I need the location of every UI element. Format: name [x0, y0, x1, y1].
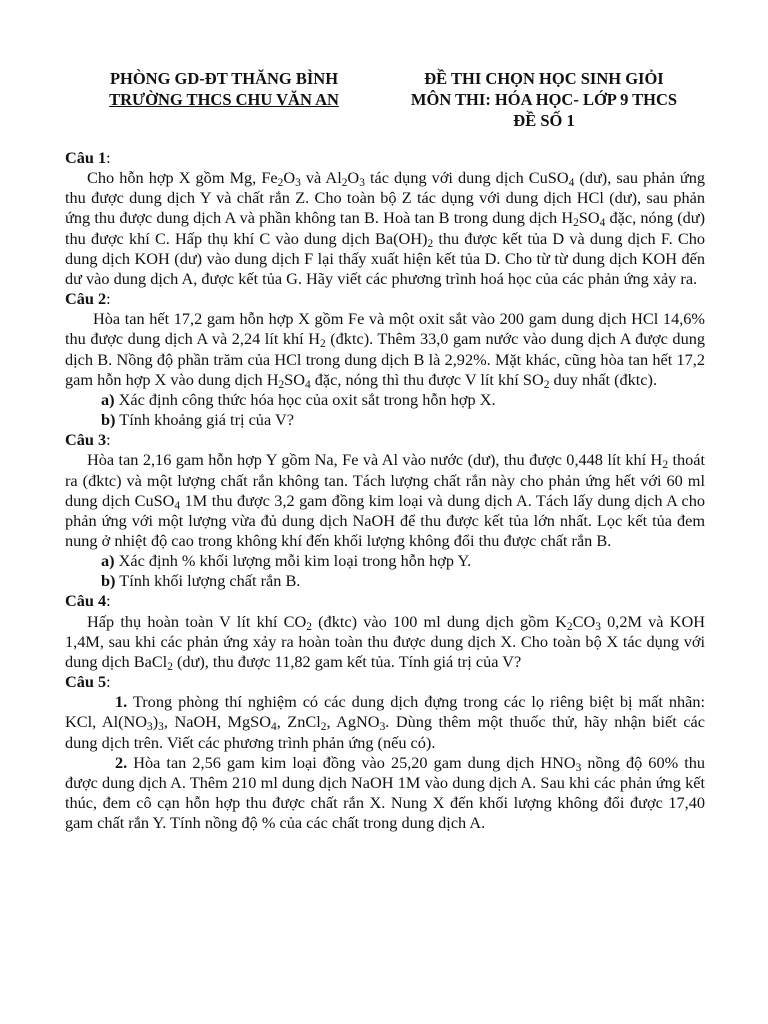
question-4-heading: Câu 4: — [65, 591, 111, 611]
question-2-heading: Câu 2: — [65, 289, 111, 309]
question-1-heading: Câu 1: — [65, 148, 111, 167]
exam-title: ĐỀ THI CHỌN HỌC SINH GIỎI — [424, 69, 664, 88]
question-5-part-2: 2. Hòa tan 2,56 gam kim loại đồng vào 25,20 gam dung dịch $HNO_3$ nồng độ 60% thu được dung dịch A. Thêm 210 ml dung dịch NaOH 1M vào dung dịch A. Sau khi các phản ứng kết thúc, đem cô cạn hỗn hợp thu được chất rắn X. Nung X đến khối lượng không đổi được 17,40 gam chất rắn Y. Tính nồng độ % của các chất trong dung dịch A. — [65, 752, 705, 833]
question-4-body: Hấp thụ hoàn toàn V lít khí $CO_2$ (đktc) vào 100 ml dung dịch gồm $K_2CO_3$ 0,2M và KOH 1,4M, sau khi các phản ứng xảy ra hoàn toàn thu được dung dịch X. Cho toàn bộ X tác dụng với dung dịch BaCl$_2$ (dư), thu được 11,82 gam kết tủa. Tính giá trị của V? — [65, 611, 705, 673]
question-5-part-1: 1. Trong phòng thí nghiệm có các dung dịch đựng trong các lọ riêng biệt bị mất nhãn: KCl, $Al(NO_3)_3$, NaOH, MgSO$_4$, ZnCl$_2$, AgNO$_3$. Dùng thêm một thuốc thử, hãy nhận biết các dung dịch trên. Viết các phương trình phản ứng (nếu có). — [65, 692, 705, 752]
department-name: PHÒNG GD-ĐT THĂNG BÌNH — [109, 69, 339, 88]
question-3-part-b: b) Tính khối lượng chất rắn B. — [101, 571, 301, 591]
question-3-body: Hòa tan 2,16 gam hỗn hợp Y gồm Na, Fe và Al vào nước (dư), thu được 0,448 lít khí $H_2$ thoát ra (đktc) và một lượng chất rắn không tan. Tách lượng chất rắn này cho phản ứng hết với 60 ml dung dịch CuSO$_4$ 1M thu được 3,2 gam đồng kim loại và dung dịch A. Tách lấy dung dịch A cho phản ứng với một lượng vừa đủ dung dịch NaOH để thu được kết tủa lớn nhất. Lọc kết tủa đem nung ở nhiệt độ cao trong không khí đến khối lượng không đổi thu được chất rắn B. — [65, 450, 706, 550]
exam-content — [65, 148, 705, 833]
question-2-body: Hòa tan hết 17,2 gam hỗn hợp X gồm Fe và một oxit sắt vào 200 gam dung dịch HCl 14,6% thu được dung dịch A và 2,24 lít khí $H_2$ (đktc). Thêm 33,0 gam nước vào dung dịch A được dung dịch B. Nồng độ phần trăm của HCl trong dung dịch B là 2,92%. Mặt khác, cũng hòa tan hết 17,2 gam hỗn hợp X vào dung dịch $H_2SO_4$ đặc, nóng thì thu được V lít khí $SO_2$ duy nhất (đktc). — [65, 309, 705, 391]
school-header — [88, 68, 360, 110]
question-2-part-a: a) Xác định công thức hóa học của oxit sắt trong hỗn hợp X. — [101, 389, 496, 409]
exam-code: ĐỀ SỐ 1 — [513, 111, 575, 130]
question-3-heading: Câu 3: — [65, 430, 111, 450]
question-1-body: Cho hỗn hợp X gồm Mg, $Fe_2O_3$ và $Al_2O_3$ tác dụng với dung dịch CuSO$_4$ (dư), sau phản ứng thu được dung dịch Y và chất rắn Z. Cho toàn bộ Z tác dụng với dung dịch HCl (dư), sau phản ứng thu được dung dịch A và phần không tan B. Hoà tan B trong dung dịch $H_2SO_4$ đặc, nóng (dư) thu được khí C. Hấp thụ khí C vào dung dịch $Ba(OH)_2$ thu được kết tủa D và dung dịch F. Cho dung dịch KOH (dư) vào dung dịch F lại thấy xuất hiện kết tủa D. Cho từ từ dung dịch KOH đến dư vào dung dịch A, được kết tủa G. Hãy viết các phương trình hoá học của các phản ứng xảy ra. — [65, 168, 705, 288]
exam-header — [386, 68, 702, 131]
exam-subject: MÔN THI: HÓA HỌC- LỚP 9 THCS — [410, 90, 678, 109]
question-2-part-b: b) Tính khoảng giá trị của V? — [101, 410, 294, 430]
question-3-part-a: a) Xác định % khối lượng mỗi kim loại trong hỗn hợp Y. — [101, 551, 472, 571]
question-5-heading: Câu 5: — [65, 672, 111, 692]
school-name: TRƯỜNG THCS CHU VĂN AN — [109, 90, 339, 109]
